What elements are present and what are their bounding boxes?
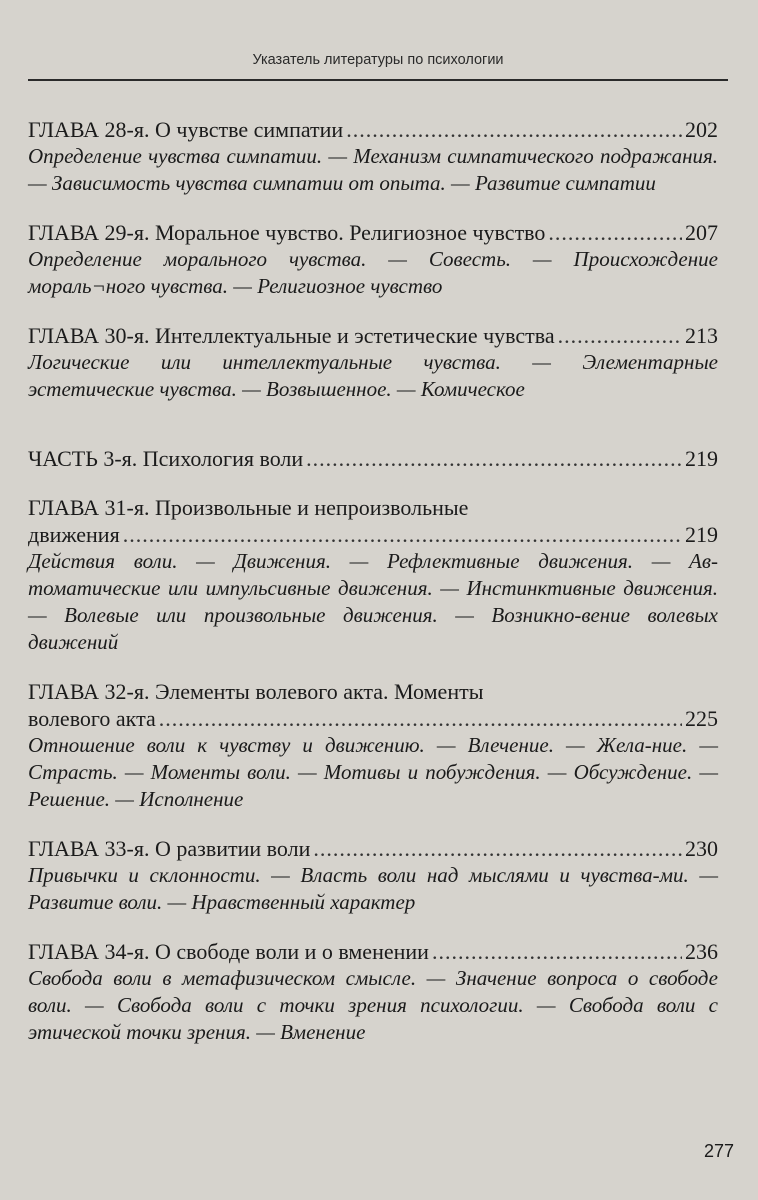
toc-page-number: 219 [685,522,718,547]
toc-entry-chapter-31 [28,494,718,656]
table-of-contents [28,116,718,1046]
toc-entry-part-3 [28,445,718,472]
dot-leader [432,938,682,965]
toc-page-number: 207 [685,220,718,245]
toc-heading [28,705,718,732]
toc-heading [28,116,718,143]
toc-title: ГЛАВА 34-я. О свободе воли и о вменении [28,939,429,964]
toc-description: Определение чувства симпатии. — Механизм симпатического подражания. — Зависимость чувства симпатии от опыта. — Развитие симпатии [28,144,718,195]
dot-leader [346,116,682,143]
toc-entry-chapter-29 [28,219,718,300]
toc-description: Логические или интеллектуальные чувства. — Элементарные эстетические чувства. — Возвышенное. — Комическое [28,350,718,401]
toc-entry-chapter-32 [28,678,718,813]
toc-entry-chapter-28 [28,116,718,197]
toc-heading [28,938,718,965]
toc-description: Действия воли. — Движения. — Рефлективные движения. — Ав-томатические или импульсивные движения. — Инстинктивные движения. — Волевые или произвольные движения. — Возникно-вение волевых движений [28,549,718,654]
toc-entry-chapter-30 [28,322,718,403]
toc-title: ЧАСТЬ 3-я. Психология воли [28,446,304,471]
toc-description: Привычки и склонности. — Власть воли над мыслями и чувства-ми. — Развитие воли. — Нравственный характер [28,863,718,914]
dot-leader [306,445,682,472]
dot-leader [123,521,682,548]
toc-heading [28,219,718,246]
toc-heading [28,322,718,349]
dot-leader [313,835,682,862]
toc-heading [28,445,718,472]
running-head: Указатель литературы по психологии [252,52,504,68]
toc-page-number: 219 [685,446,718,471]
toc-title-line: ГЛАВА 32-я. Элементы волевого акта. Моменты [28,679,484,704]
toc-heading [28,521,718,548]
toc-page-number: 236 [685,939,718,964]
toc-page-number: 225 [685,706,718,731]
toc-heading [28,835,718,862]
toc-title: ГЛАВА 33-я. О развитии воли [28,836,311,861]
page-number: 277 [703,1141,734,1161]
toc-entry-chapter-34 [28,938,718,1046]
toc-description: Свобода воли в метафизическом смысле. — Значение вопроса о свободе воли. — Свобода воли с точки зрения психологии. — Свобода воли с этической точки зрения. — Вменение [28,966,718,1044]
toc-title-line: ГЛАВА 31-я. Произвольные и непроизвольные [28,495,469,520]
toc-page-number: 213 [685,323,718,348]
toc-description: Определение морального чувства. — Совесть. — Происхождение мораль¬ного чувства. — Религиозное чувство [28,247,718,298]
toc-entry-chapter-33 [28,835,718,916]
toc-description: Отношение воли к чувству и движению. — Влечение. — Жела-ние. — Страсть. — Моменты воли. — Мотивы и побуждения. — Обсуждение. — Решение. — Исполнение [28,733,718,811]
toc-page-number: 230 [685,836,718,861]
header-rule [28,79,728,81]
dot-leader [548,219,682,246]
toc-title: ГЛАВА 28-я. О чувстве симпатии [28,117,344,142]
toc-title: волевого акта [28,706,156,731]
toc-title: ГЛАВА 30-я. Интеллектуальные и эстетические чувства [28,323,555,348]
toc-page-number: 202 [685,117,718,142]
toc-title: ГЛАВА 29-я. Моральное чувство. Религиозное чувство [28,220,546,245]
dot-leader [558,322,682,349]
toc-title: движения [28,522,120,547]
dot-leader [159,705,682,732]
